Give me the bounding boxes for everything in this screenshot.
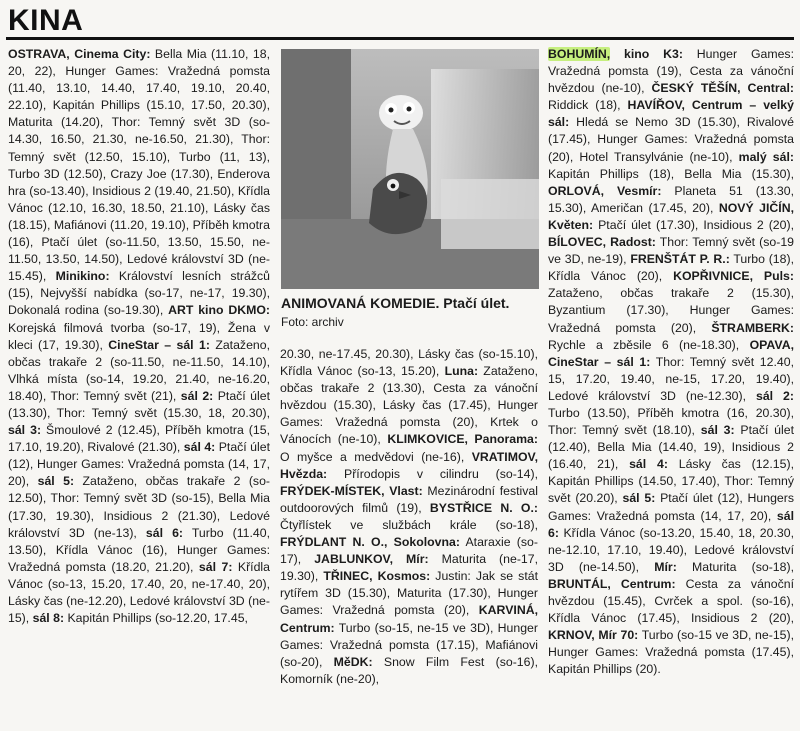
listing-text: Ptačí úlet (17.30), Insidious 2 (20), xyxy=(593,217,794,232)
listing-text: Korejská filmová tvorba (so-17, 19), Žena v kleci (17, 19.30), xyxy=(8,320,270,352)
venue-label: sál 3: xyxy=(700,423,735,438)
listing-text: Mezinárodní festival outdoorových filmů (19), xyxy=(280,483,538,515)
photo-illustration xyxy=(281,49,539,289)
venue-label: Mír: xyxy=(654,559,677,574)
venue-label: NOVÝ JIČÍN, Květen: xyxy=(548,200,794,232)
venue-label: BÍLOVEC, Radost: xyxy=(548,235,656,250)
caption-credit: Foto: archiv xyxy=(281,315,344,329)
venue-label: MěDK: xyxy=(333,654,373,669)
venue-label: FRENŠTÁT P. R.: xyxy=(630,252,730,267)
listing-text: Kapitán Phillips (18), Bella Mia (15.30), xyxy=(548,166,794,181)
listing-text: Křídla Vánoc (so-13.20, 15.40, 18, 20.30, ne-12.10, 17.10, 19.40), Ledové království 3D (ne-14.50), xyxy=(548,525,794,574)
venue-label: malý sál: xyxy=(738,149,794,164)
section-header xyxy=(0,0,800,40)
listing-column-2 xyxy=(280,346,538,688)
listing-text: Křídla Vánoc (so-13, 15.20, 17.40, 20, ne-17.40, 20), Lásky čas (ne-12.20), Ledové království 3D (ne-15), xyxy=(8,559,271,626)
listing-text: Království lesních strážců (15), Nejvyšší nabídka (so-17, ne-17, 19.30), Dokonalá rodina (so-19.30), xyxy=(8,269,270,318)
listing-text: Ptačí úlet (12), Hunger Games: Vražedná pomsta (14, 17, 20), xyxy=(8,440,270,489)
venue-label: sál 3: xyxy=(8,423,42,438)
listing-text: Kapitán Phillips (so-12.20, 17.45, xyxy=(64,611,248,626)
listing-text: Bella Mia (11.10, 18, 20, 22), Hunger Games: Vražedná pomsta (11.40, 13.10, 14.40, 17.40, 19.10, 20.40, 22.10), Kapitán Phillips (15.10, 17.50, 20.30), Maturita (14.20), Thor: Temný svět 3D (so-14.30, 16.50, 21.30, ne-16.50, 21.30), Thor: Temný svět (12.50, 15.10), Turbo (11, 13), Turbo 3D (12.50), Crazy Joe (17.30), Enderova hra (so-13.40), Insidious 2 (19.40, 21.50), Křídla Vánoc (12.10, 16.30, 18.50, 21.10), Lásky čas (18.15), Mafiánovi (11.20, 19.10), Příběh kmotra (16), Ptačí úlet (so-11.50, 13.50, 15.50, ne-11.50, 13.50, 14.50), Ledové království 3D (ne-15.45), xyxy=(8,47,270,284)
listing-text: Riddick (18), xyxy=(548,98,628,113)
listing-column-1 xyxy=(8,46,270,627)
venue-label: Luna: xyxy=(444,364,479,379)
listing-text: Rychle a zběsile 6 (ne-18.30), xyxy=(548,337,750,352)
listing-text: Thor: Temný svět 12.40, 15, 17.20, 19.40, ne-15, 17.20, 19.40), Ledové království 3D (ne-12.30), xyxy=(548,354,794,403)
listing-text: Ataraxie (so-17), xyxy=(280,535,538,567)
listing-text: Ptačí úlet (12), Hungers Games: Vražedná pomsta (14, 17, 20), xyxy=(548,491,795,523)
venue-label: sál 2: xyxy=(180,388,214,403)
venue-label: TŘINEC, Kosmos: xyxy=(323,569,431,584)
listing-text: Justin: Jak se stát rytířem 3D (15.30), Maturita (17.30), Hunger Games: Vražedná pomsta (20), xyxy=(280,569,538,618)
listing-text: Maturita (so-18), xyxy=(676,559,794,574)
venue-label: FRÝDLANT N. O., Sokolovna: xyxy=(280,535,460,550)
venue-label: sál 8: xyxy=(32,611,65,626)
listing-text: Snow Film Fest (so-16), Komorník (ne-20), xyxy=(280,654,538,686)
venue-label: KLIMKOVICE, Panorama: xyxy=(387,432,538,447)
header-rule xyxy=(6,37,794,40)
venue-label: VRATIMOV, Hvězda: xyxy=(280,449,538,481)
venue-label: FRÝDEK-MÍSTEK, Vlast: xyxy=(280,483,423,498)
venue-label: sál 6: xyxy=(145,525,184,540)
listing-text: Zataženo, občas trakaře 2 (so-11.50, ne-11.50, 14.10), Vlhká místa (so-14, 19.20, 21.40, ne-16.20, 18.40), Thor: Temný svět (21), xyxy=(8,337,271,403)
venue-label: JABLUNKOV, Mír: xyxy=(314,552,429,567)
listing-text: Čtyřlístek ve službách krále (so-18), xyxy=(280,517,538,532)
listing-text: Ptačí úlet (12.40), Bella Mia (14.40, 19), Insidious 2 (16.40, 21), xyxy=(548,423,794,472)
listing-text: O myšce a medvědovi (ne-16), xyxy=(280,449,472,464)
venue-label: KARVINÁ, Centrum: xyxy=(280,603,538,635)
listing-text: Turbo (13.50), Příběh kmotra (16, 20.30), Thor: Temný svět (18.10), xyxy=(548,405,794,438)
venue-label: sál 5: xyxy=(37,474,75,489)
venue-label: OSTRAVA, Cinema City: xyxy=(8,47,151,61)
venue-label: ČESKÝ TĚŠÍN, Central: xyxy=(651,81,794,96)
venue-label: HAVÍŘOV, Centrum – velký sál: xyxy=(548,98,794,130)
listing-text: Turbo (11.40, 13.50), Křídla Vánoc (16), Hunger Games: Vražedná pomsta (18.20, 21.20), xyxy=(8,525,270,574)
venue-label: sál 4: xyxy=(629,457,668,472)
photo-caption xyxy=(281,294,539,331)
listing-text: Thor: Temný svět (so-19 ve 3D, ne-19), xyxy=(548,235,794,267)
listing-text: Maturita (ne-17, 19.30), xyxy=(280,552,539,584)
listing-text: Hunger Games: Vražedná pomsta (19), Cesta za vánoční hvězdou (ne-10), xyxy=(548,47,794,96)
listing-text: Zataženo, občas trakaře 2 (so-12.50), Thor: Temný svět 3D (so-15), Bella Mia (17.30, 19.30), Insidious 2 (21.30), Ledové království 3D (ne-13), xyxy=(8,474,271,540)
venue-label: kino K3: xyxy=(610,47,683,61)
listing-text: Turbo (so-15, ne-15 ve 3D), Hunger Games: Vražedná pomsta (17.15), Mafiánovi (so-20), xyxy=(280,620,538,669)
venue-label: BOHUMÍN, xyxy=(548,47,611,61)
listing-text: Planeta 51 (13.30, 15.30), Američan (17.45, 20), xyxy=(548,183,794,215)
venue-label: BYSTŘICE N. O.: xyxy=(429,500,538,515)
listing-text: Šmoulové 2 (12.45), Příběh kmotra (15, 17.10, 19.20), Rivalové (21.30), xyxy=(8,423,270,455)
venue-label: BRUNTÁL, Centrum: xyxy=(548,576,676,591)
listing-text: Ptačí úlet (13.30), Thor: Temný svět (15.30, 18, 20.30), xyxy=(8,388,270,420)
listing-text: Cesta za vánoční hvězdou (15.45), Cvrček a spol. (so-16), Křídla Vánoc (17.45), Insidious 2 (20), xyxy=(548,576,794,626)
venue-label: ŠTRAMBERK: xyxy=(711,320,794,335)
venue-label: sál 6: xyxy=(548,508,794,540)
listing-text: Turbo (so-15 ve 3D, ne-15), Hunger Games: Vražedná pomsta (17.45), Kapitán Phillips (20). xyxy=(548,628,795,677)
venue-label: ORLOVÁ, Vesmír: xyxy=(548,183,662,198)
venue-label: sál 5: xyxy=(622,491,656,506)
venue-label: sál 7: xyxy=(198,559,233,574)
venue-label: KRNOV, Mír 70: xyxy=(548,628,639,643)
venue-label: KOPŘIVNICE, Puls: xyxy=(673,269,794,284)
venue-label: ART kino DKMO: xyxy=(168,303,270,318)
venue-label: Minikino: xyxy=(55,269,110,284)
listing-text: Zataženo, občas trakaře 2 (13.30), Cesta za vánoční hvězdou (15.30), Lásky čas (17.45), Hunger Games: Vražedná pomsta (20), Krtek o Vánocích (ne-10), xyxy=(280,364,538,447)
bird-scene-photo xyxy=(281,49,539,289)
listing-text: Hledá se Nemo 3D (15.30), Rivalové (17.45), Hunger Games: Vražedná pomsta (20), Hotel Transylvánie (ne-10), xyxy=(548,115,794,164)
venue-label: OPAVA, CineStar – sál 1: xyxy=(548,337,794,369)
listing-text: Lásky čas (12.15), Kapitán Phillips (14.50, 17.40), Thor: Temný svět (20.20), xyxy=(548,457,794,506)
listing-text: Zataženo, občas trakaře 2 (15.30), Byzantium (17.30), Hunger Games: Vražedná pomsta (20), xyxy=(548,286,794,335)
listing-text: Přírodopis v cilindru (so-14), xyxy=(327,466,538,481)
listing-text: 20.30, ne-17.45, 20.30), Lásky čas (so-15.10), Křídla Vánoc (so-13, 15.20), xyxy=(280,347,538,379)
venue-label: CineStar – sál 1: xyxy=(108,337,210,352)
listing-text: Turbo (18), Křídla Vánoc (20), xyxy=(548,252,795,284)
section-title: KINA xyxy=(8,4,84,37)
venue-label: sál 4: xyxy=(183,440,216,455)
listing-column-3 xyxy=(548,46,794,678)
caption-headline: ANIMOVANÁ KOMEDIE. Ptačí úlet. xyxy=(281,295,510,311)
venue-label: sál 2: xyxy=(756,388,794,403)
